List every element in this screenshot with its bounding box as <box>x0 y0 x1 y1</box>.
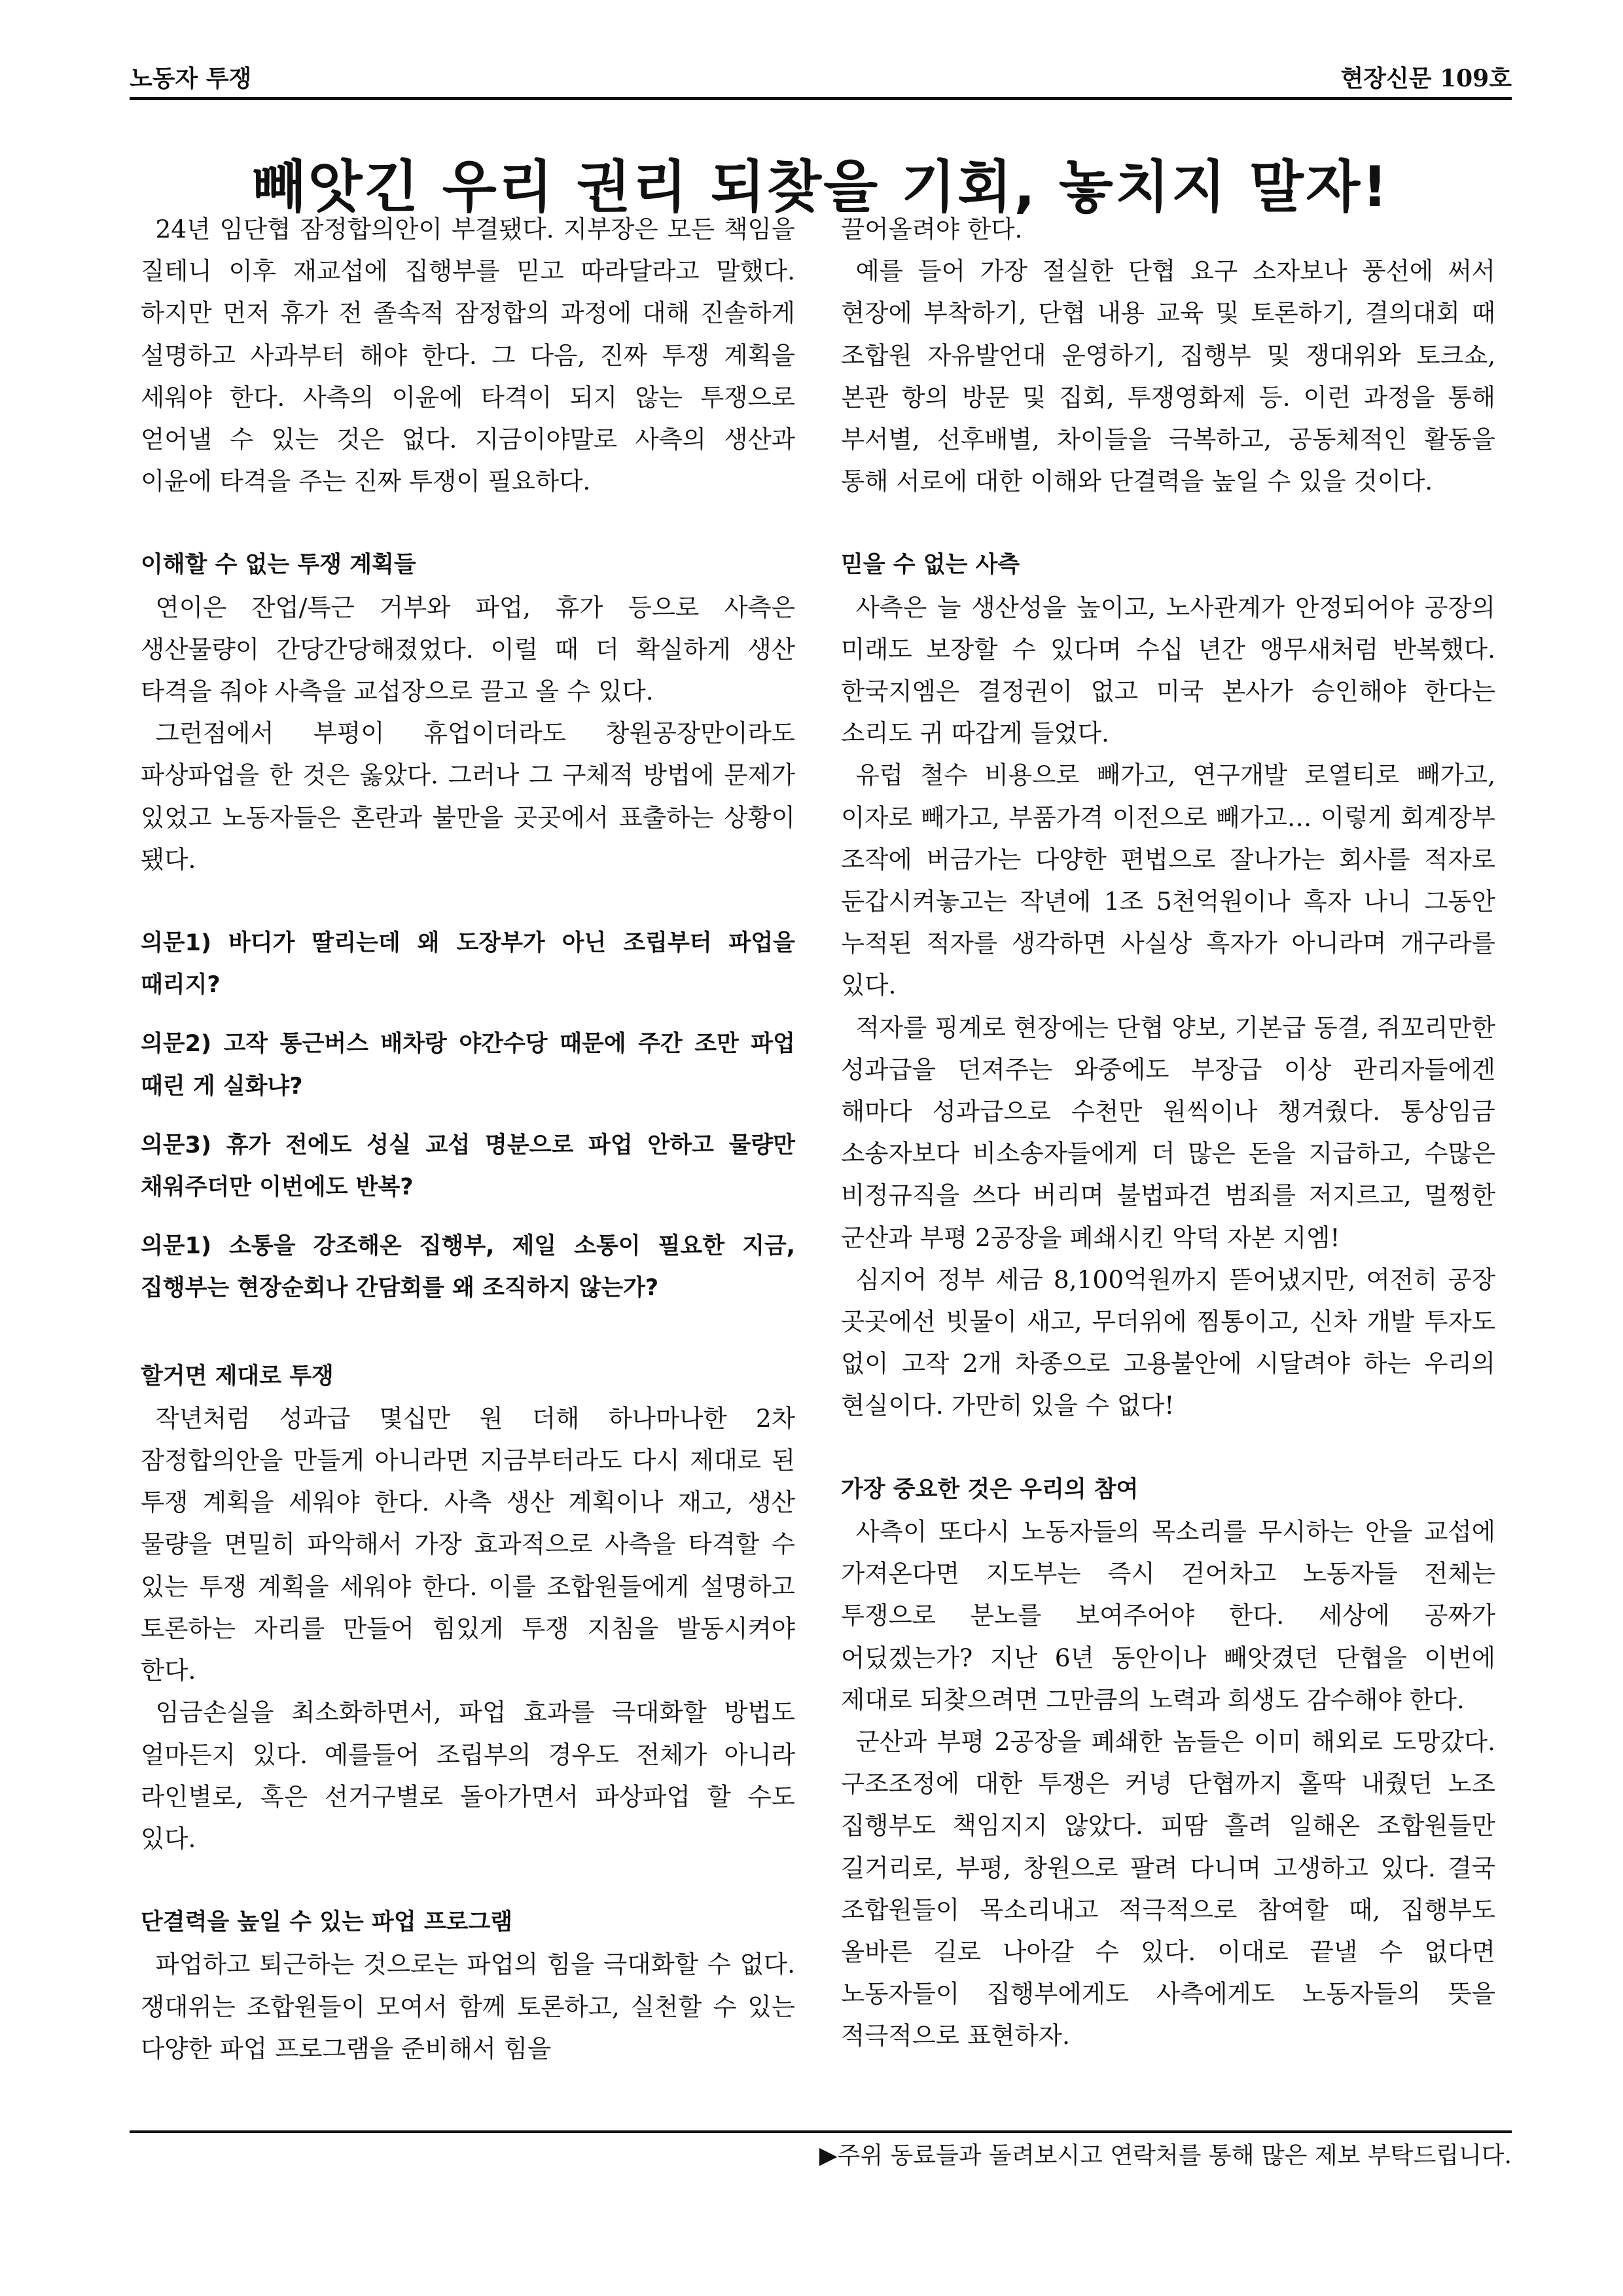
footer-note: ▶주위 동료들과 돌려보시고 연락처를 통해 많은 제보 부탁드립니다. <box>819 2142 1512 2169</box>
section-title-strike-program: 단결력을 높일 수 있는 파업 프로그램 <box>141 1909 513 1936</box>
section-title-plans: 이해할 수 없는 투쟁 계획들 <box>141 552 416 579</box>
question-4: 의문1) 소통을 강조해온 집행부, 제일 소통이 필요한 지금, 집행부는 현장순회나 간담회를 왜 조직하지 않는가? <box>141 1233 795 1302</box>
bottom-divider <box>130 2130 1512 2133</box>
section-plans-paragraph-2: 그런점에서 부평이 휴업이더라도 창원공장만이라도 파상파업을 한 것은 옳았다. 그러나 그 구체적 방법에 문제가 있었고 노동자들은 혼란과 불만을 곳곳에서 표출하는 상황이 됐다. <box>141 719 795 874</box>
question-2: 의문2) 고작 통근버스 배차랑 야간수당 때문에 주간 조만 파업 때린 게 실화냐? <box>141 1031 795 1100</box>
section-company-paragraph-4: 심지어 정부 세금 8,100억원까지 뜯어냈지만, 여전히 공장 곳곳에선 빗물이 새고, 무더위에 찜통이고, 신차 개발 투자도 없이 고작 2개 차종으로 고용불안에 시달려야 하는 우리의 현실이다. 가만히 있을 수 없다! <box>841 1265 1495 1420</box>
section-title-untrustworthy-company: 믿을 수 없는 사측 <box>841 552 1020 579</box>
section-title-participation: 가장 중요한 것은 우리의 참여 <box>841 1476 1139 1503</box>
issue-number: 현장신문 109호 <box>1340 65 1512 92</box>
section-struggle-paragraph-2: 임금손실을 최소화하면서, 파업 효과를 극대화할 방법도 얼마든지 있다. 예를들어 조립부의 경우도 전체가 아니라 라인별로, 혹은 선거구별로 돌아가면서 파상파업 할 수도 있다. <box>141 1698 795 1853</box>
left-column <box>141 208 795 2126</box>
right-column <box>841 208 1495 2126</box>
section-struggle-paragraph-1: 작년처럼 성과급 몇십만 원 더해 하나마나한 2차 잠정합의안을 만들게 아니라면 지금부터라도 다시 제대로 된 투쟁 계획을 세워야 한다. 사측 생산 계획이나 재고, 생산 물량을 면밀히 파악해서 가장 효과적으로 사측을 타격할 수 있는 투쟁 계획을 세워야 한다. 이를 조합원들에게 설명하고 토론하는 자리를 만들어 힘있게 투쟁 지침을 발동시켜야 한다. <box>141 1403 795 1685</box>
headline: 빼앗긴 우리 권리 되찾을 기회, 놓치지 말자! <box>251 154 1390 220</box>
section-plans-paragraph-1: 연이은 잔업/특근 거부와 파업, 휴가 등으로 사측은 생산물량이 간당간당해졌었다. 이럴 때 더 확실하게 생산 타격을 줘야 사측을 교섭장으로 끌고 올 수 있다. <box>141 592 795 706</box>
continuation-line: 끌어올려야 한다. <box>841 215 1023 243</box>
intro-paragraph: 24년 임단협 잠정합의안이 부결됐다. 지부장은 모든 책임을 질테니 이후 재교섭에 집행부를 믿고 따라달라고 말했다. 하지만 먼저 휴가 전 졸속적 잠정합의 과정에 대해 진솔하게 설명하고 사과부터 해야 한다. 그 다음, 진짜 투쟁 계획을 세워야 한다. 사측의 이윤에 타격이 되지 않는 투쟁으로 얻어낼 수 있는 것은 없다. 지금이야말로 사측의 생산과 이윤에 타격을 주는 진짜 투쟁이 필요하다. <box>141 215 795 496</box>
section-company-paragraph-3: 적자를 핑계로 현장에는 단협 양보, 기본급 동결, 쥐꼬리만한 성과급을 던져주는 와중에도 부장급 이상 관리자들에겐 해마다 성과급으로 수천만 원씩이나 챙겨줬다. 통상임금 소송자보다 비소송자들에게 더 많은 돈을 지급하고, 수많은 비정규직을 쓰다 버리며 불법파견 범죄를 저지르고, 멀쩡한 군산과 부평 2공장을 폐쇄시킨 악덕 자본 지엠! <box>841 1013 1495 1252</box>
section-company-paragraph-1: 사측은 늘 생산성을 높이고, 노사관계가 안정되어야 공장의 미래도 보장할 수 있다며 수십 년간 앵무새처럼 반복했다. 한국지엠은 결정권이 없고 미국 본사가 승인해야 한다는 소리도 귀 따갑게 들었다. <box>841 592 1495 748</box>
section-title-proper-struggle: 할거면 제대로 투쟁 <box>141 1363 334 1390</box>
section-participation-paragraph-2: 군산과 부평 2공장을 폐쇄한 놈들은 이미 해외로 도망갔다. 구조조정에 대한 투쟁은 커녕 단협까지 홀딱 내줬던 노조 집행부도 책임지지 않았다. 피땀 흘려 일해온 조합원들만 길거리로, 부평, 창원으로 팔려 다니며 고생하고 있다. 결국 조합원들이 목소리내고 적극적으로 참여할 때, 집행부도 올바른 길로 나아갈 수 있다. 이대로 끝낼 수 없다면 노동자들이 집행부에게도 사측에게도 노동자들의 뜻을 적극적으로 표현하자. <box>841 1727 1495 2051</box>
section-program-paragraph-1: 파업하고 퇴근하는 것으로는 파업의 힘을 극대화할 수 없다. 쟁대위는 조합원들이 모여서 함께 토론하고, 실천할 수 있는 다양한 파업 프로그램을 준비해서 힘을 <box>141 1950 795 2063</box>
question-1: 의문1) 바디가 딸리는데 왜 도장부가 아닌 조립부터 파업을 때리지? <box>141 930 795 999</box>
examples-paragraph: 예를 들어 가장 절실한 단협 요구 소자보나 풍선에 써서 현장에 부착하기, 단협 내용 교육 및 토론하기, 결의대회 때 조합원 자유발언대 운영하기, 집행부 및 쟁대위와 토크쇼, 본관 항의 방문 및 집회, 투쟁영화제 등. 이런 과정을 통해 부서별, 선후배별, 차이들을 극복하고, 공동체적인 활동을 통해 서로에 대한 이해와 단결력을 높일 수 있을 것이다. <box>841 257 1495 496</box>
question-3: 의문3) 휴가 전에도 성실 교섭 명분으로 파업 안하고 물량만 채워주더만 이번에도 반복? <box>141 1132 795 1201</box>
section-participation-paragraph-1: 사측이 또다시 노동자들의 목소리를 무시하는 안을 교섭에 가져온다면 지도부는 즉시 걷어차고 노동자들 전체는 투쟁으로 분노를 보여주어야 한다. 세상에 공짜가 어딨겠는가? 지난 6년 동안이나 빼앗겼던 단협을 이번에 제대로 되찾으려면 그만큼의 노력과 희생도 감수해야 한다. <box>841 1516 1495 1714</box>
top-divider <box>130 97 1512 100</box>
masthead <box>130 62 1512 95</box>
publisher-name: 노동자 투쟁 <box>130 65 252 92</box>
section-company-paragraph-2: 유럽 철수 비용으로 빼가고, 연구개발 로열티로 빼가고, 이자로 빼가고, 부품가격 이전으로 빼가고… 이렇게 회계장부 조작에 버금가는 다양한 편법으로 잘나가는 회사를 적자로 둔갑시켜놓고는 작년에 1조 5천억원이나 흑자 나니 그동안 누적된 적자를 생각하면 사실상 흑자가 아니라며 개구라를 있다. <box>841 761 1495 1000</box>
